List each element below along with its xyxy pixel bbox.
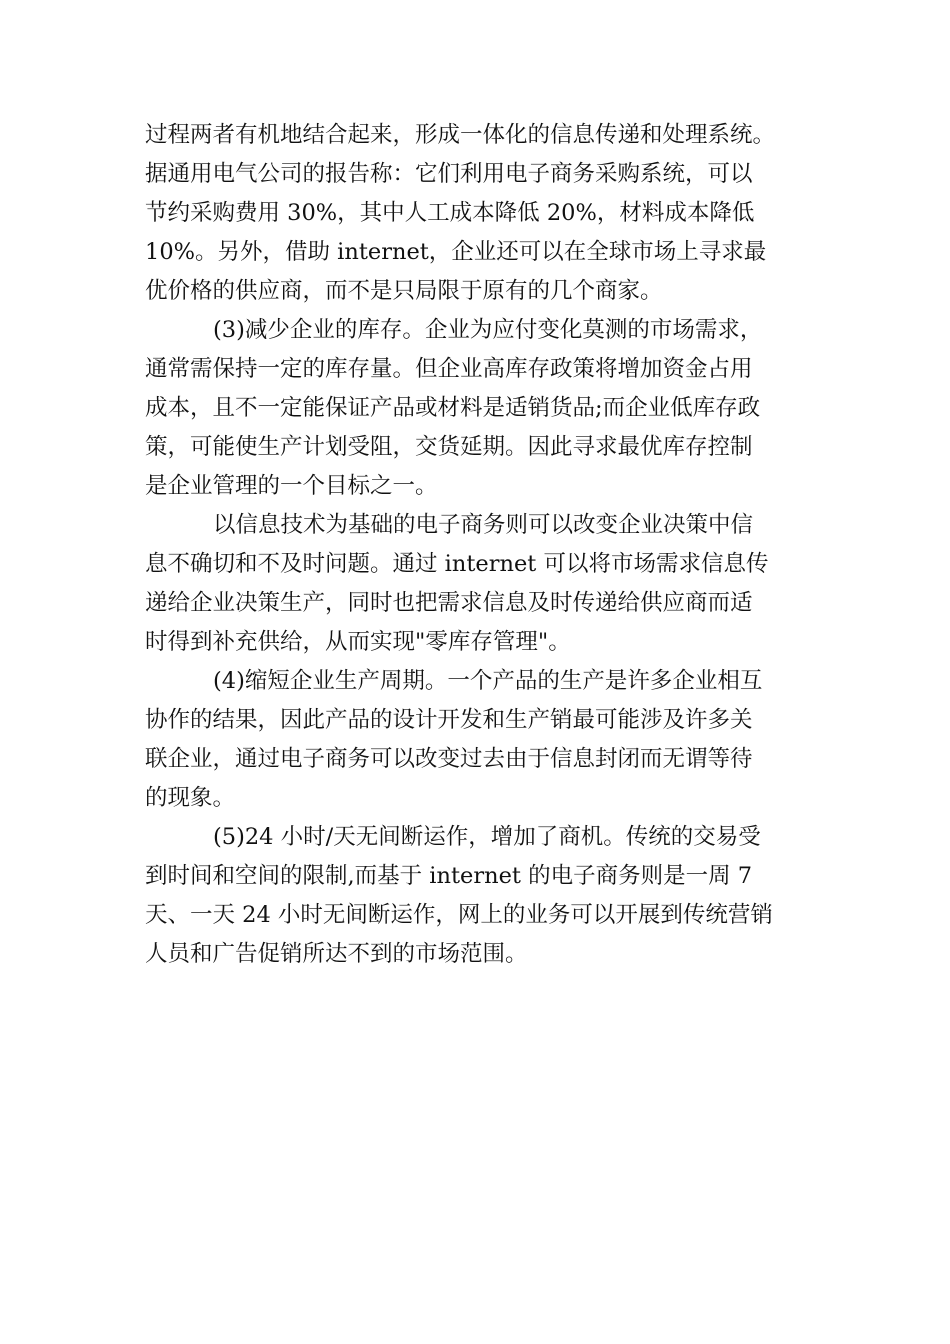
text-line: 的现象。 (145, 785, 236, 811)
paragraph-5 (145, 818, 815, 974)
text-line: 过程两者有机地结合起来，形成一体化的信息传递和处理系统。 (145, 122, 776, 148)
text-line: 以信息技术为基础的电子商务则可以改变企业决策中信 (213, 512, 754, 538)
text-line: 递给企业决策生产，同时也把需求信息及时传递给供应商而适 (145, 590, 753, 616)
text-line: 联企业，通过电子商务可以改变过去由于信息封闭而无谓等待 (145, 746, 753, 772)
text-line: 是企业管理的一个目标之一。 (145, 473, 438, 499)
paragraph-2 (145, 311, 815, 506)
text-line: (3)减少企业的库存。企业为应付变化莫测的市场需求， (213, 317, 763, 343)
text-line: (4)缩短企业生产周期。一个产品的生产是许多企业相互 (213, 668, 763, 694)
text-line: 协作的结果，因此产品的设计开发和生产销最可能涉及许多关 (145, 707, 753, 733)
text-line: 人员和广告促销所达不到的市场范围。 (145, 941, 528, 967)
paragraph-4 (145, 662, 815, 818)
text-line: 据通用电气公司的报告称：它们利用电子商务采购系统，可以 (145, 161, 753, 187)
text-line: 通常需保持一定的库存量。但企业高库存政策将增加资金占用 (145, 356, 753, 382)
paragraph-3 (145, 506, 815, 662)
text-line: 息不确切和不及时问题。通过 internet 可以将市场需求信息传 (145, 551, 769, 577)
text-line: 时得到补充供给，从而实现"零库存管理"。 (145, 629, 571, 655)
text-line: 节约采购费用 30%，其中人工成本降低 20%，材料成本降低 (145, 200, 755, 226)
text-line: 天、一天 24 小时无间断运作，网上的业务可以开展到传统营销 (145, 902, 773, 928)
document-body (145, 116, 815, 974)
text-line: 优价格的供应商，而不是只局限于原有的几个商家。 (145, 278, 663, 304)
text-line: 10%。另外，借助 internet，企业还可以在全球市场上寻求最 (145, 239, 767, 265)
text-line: (5)24 小时/天无间断运作，增加了商机。传统的交易受 (213, 824, 761, 850)
text-line: 到时间和空间的限制,而基于 internet 的电子商务则是一周 7 (145, 863, 753, 889)
paragraph-1 (145, 116, 815, 311)
text-line: 策，可能使生产计划受阻，交货延期。因此寻求最优库存控制 (145, 434, 753, 460)
text-line: 成本，且不一定能保证产品或材料是适销货品;而企业低库存政 (145, 395, 761, 421)
